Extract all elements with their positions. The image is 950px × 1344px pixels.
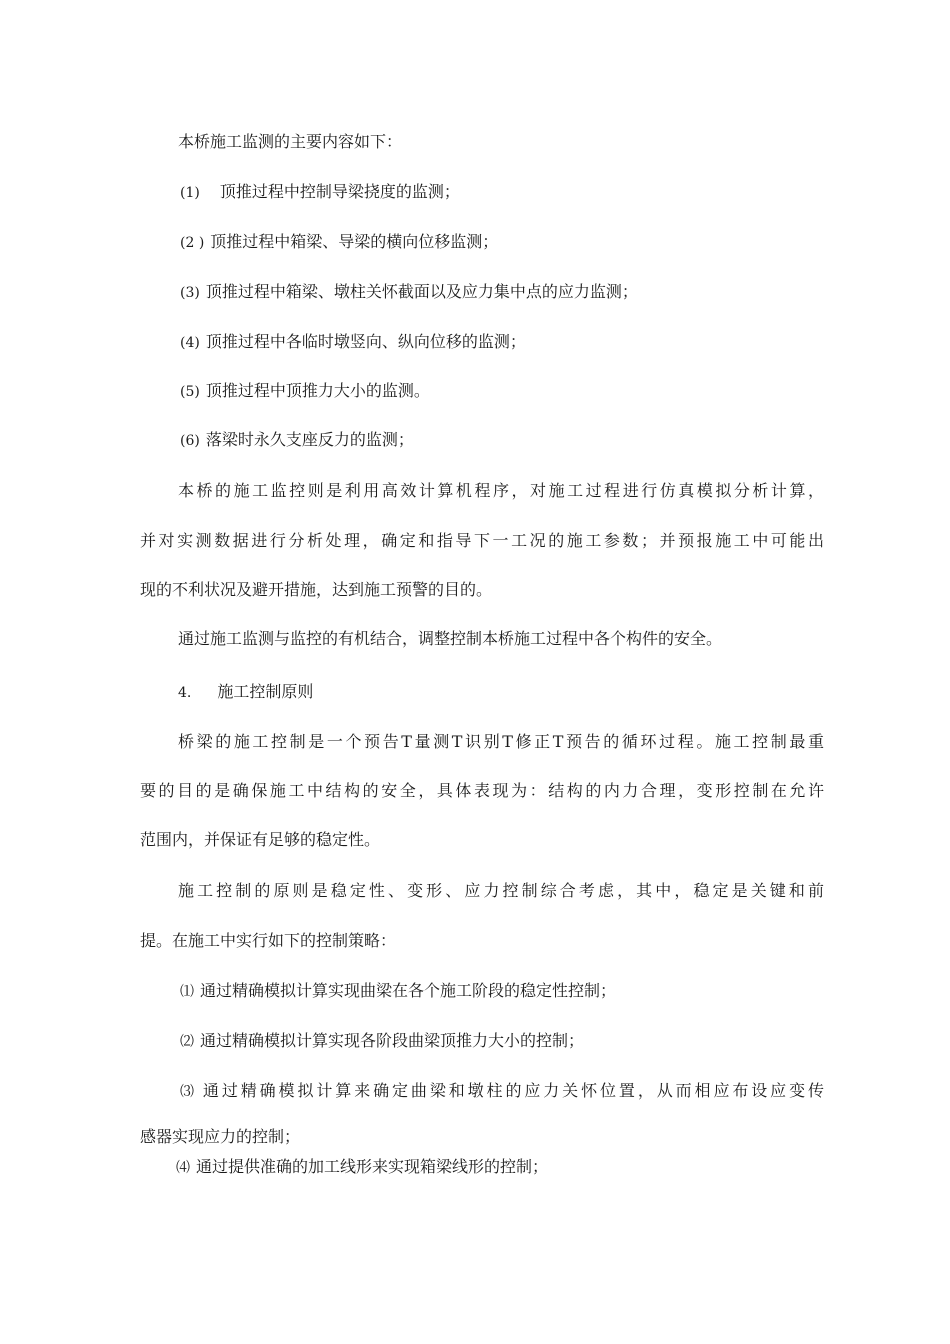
combine-paragraph: 通过施工监测与监控的有机结合，调整控制本桥施工过程中各个构件的安全。 [178, 629, 723, 648]
item-number: ⑷ [176, 1160, 190, 1176]
monitoring-item-2 [180, 232, 498, 253]
item-text: 通过提供准确的加工线形来实现箱梁线形的控制； [196, 1157, 549, 1176]
item-number: (3) [180, 285, 200, 301]
item-text: 通过精确模拟计算来确定曲梁和墩柱的应力关怀位置，从而相应布设应变传 [202, 1081, 824, 1100]
control-paragraph-line-2: 并对实测数据进行分析处理，确定和指导下一工况的施工参数；并预报施工中可能出 [140, 531, 824, 550]
item-text: 通过精确模拟计算实现各阶段曲梁顶推力大小的控制； [200, 1031, 585, 1050]
item-number: (6) [180, 433, 200, 449]
principle-paragraph-line-1: 桥梁的施工控制是一个预告T量测T识别T修正T预告的循环过程。施工控制最重 [178, 732, 824, 751]
item-number: (4) [180, 335, 200, 351]
section-title: 施工控制原则 [217, 682, 314, 701]
principle-paragraph-line-3: 范围内，并保证有足够的稳定性。 [140, 830, 381, 849]
section-number: 4. [178, 685, 192, 701]
monitoring-item-3 [180, 282, 638, 303]
item-number: (2 ) [180, 235, 205, 251]
item-number: (1) [180, 185, 200, 201]
strategy-paragraph-line-1: 施工控制的原则是稳定性、变形、应力控制综合考虑，其中，稳定是关键和前 [178, 881, 824, 900]
item-text: 顶推过程中各临时墩竖向、纵向位移的监测； [205, 332, 526, 351]
strategy-item-3-continuation: 感器实现应力的控制； [140, 1127, 301, 1146]
control-paragraph-line-1: 本桥的施工监控则是利用高效计算机程序，对施工过程进行仿真模拟分析计算， [178, 481, 824, 500]
strategy-paragraph-line-2: 提。在施工中实行如下的控制策略： [140, 931, 397, 950]
control-paragraph-line-3: 现的不利状况及避开措施，达到施工预警的目的。 [140, 580, 493, 599]
section-heading [178, 682, 313, 703]
item-number: (5) [180, 384, 200, 400]
item-text: 顶推过程中箱梁、导梁的横向位移监测； [210, 232, 499, 251]
intro-paragraph: 本桥施工监测的主要内容如下： [178, 132, 403, 151]
item-number: ⑶ [180, 1084, 197, 1100]
item-text: 通过精确模拟计算实现曲梁在各个施工阶段的稳定性控制； [200, 981, 617, 1000]
monitoring-item-5 [180, 381, 430, 402]
principle-paragraph-line-2: 要的目的是确保施工中结构的安全，具体表现为：结构的内力合理，变形控制在允许 [140, 781, 824, 800]
item-text: 顶推过程中顶推力大小的监测。 [205, 381, 430, 400]
monitoring-item-6 [180, 430, 414, 451]
strategy-item-1 [180, 981, 616, 1002]
item-number: ⑵ [180, 1034, 194, 1050]
strategy-item-4 [176, 1157, 548, 1178]
item-text: 顶推过程中控制导梁挠度的监测； [219, 182, 460, 201]
monitoring-item-4 [180, 332, 526, 353]
item-text: 顶推过程中箱梁、墩柱关怀截面以及应力集中点的应力监测； [205, 282, 638, 301]
strategy-item-2 [180, 1031, 584, 1052]
item-number: ⑴ [180, 984, 194, 1000]
monitoring-item-1 [180, 182, 460, 203]
item-text: 落梁时永久支座反力的监测； [205, 430, 414, 449]
strategy-item-3 [180, 1081, 824, 1102]
